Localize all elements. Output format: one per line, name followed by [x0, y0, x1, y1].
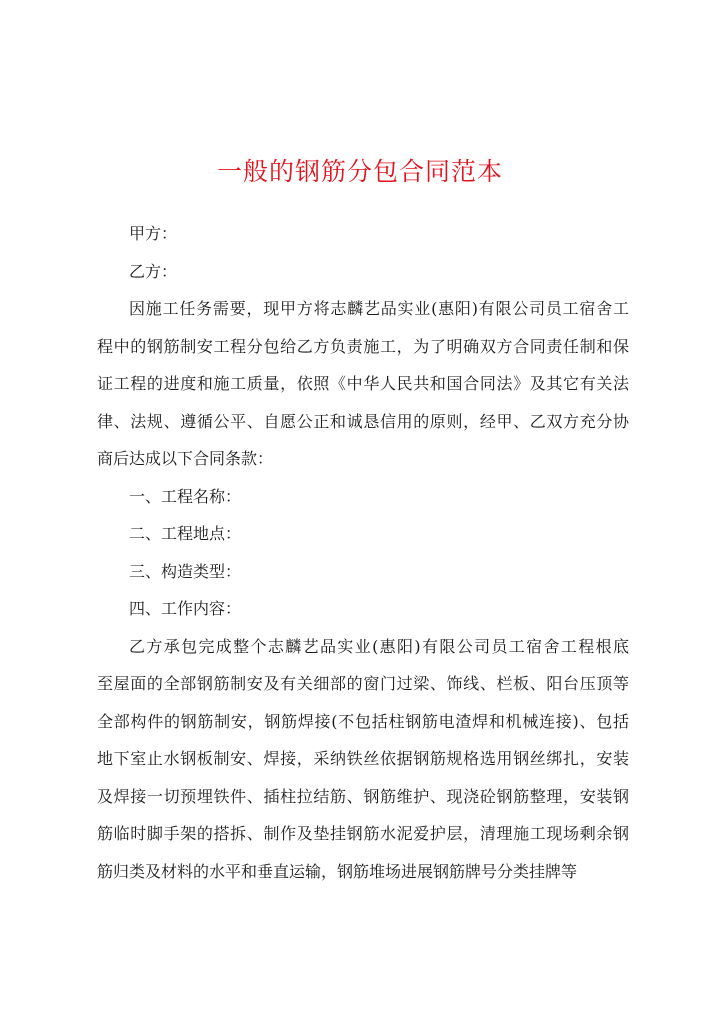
scope-line: 及焊接一切预埋铁件、插柱拉结筋、钢筋维护、现浇砼钢筋整理，安装钢	[97, 786, 629, 806]
clause-work-content: 四、工作内容：	[129, 599, 242, 618]
scope-line: 地下室止水钢板制安、焊接，采纳铁丝依据钢筋规格选用钢丝绑扎，安装	[97, 749, 629, 768]
scope-line: 全部构件的钢筋制安，钢筋焊接(不包括柱钢筋电渣焊和机械连接)、包括	[97, 711, 629, 731]
intro-line: 证工程的进度和施工质量，依照《中华人民共和国合同法》及其它有关法	[97, 374, 629, 393]
intro-paragraph	[97, 290, 629, 478]
clause-structure-type: 三、构造类型：	[129, 561, 242, 581]
intro-line: 程中的钢筋制安工程分包给乙方负责施工，为了明确双方合同责任制和保	[97, 336, 629, 356]
intro-line: 商后达成以下合同条款：	[97, 449, 274, 468]
scope-line: 筋临时脚手架的搭拆、制作及垫挂钢筋水泥爱护层，清理施工现场剩余钢	[97, 824, 629, 843]
party-a-line: 甲方：	[129, 224, 178, 243]
scope-line: 至屋面的全部钢筋制安及有关细部的窗门过梁、饰线、栏板、阳台压顶等	[97, 674, 629, 693]
scope-line: 乙方承包完成整个志麟艺品实业(惠阳)有限公司员工宿舍工程根底	[129, 636, 629, 656]
clause-project-name: 一、工程名称：	[129, 486, 242, 506]
intro-line: 律、法规、遵循公平、自愿公正和诚恳信用的原则，经甲、乙双方充分协	[97, 411, 629, 431]
party-b-line: 乙方：	[129, 261, 178, 281]
intro-line: 因施工任务需要，现甲方将志麟艺品实业(惠阳)有限公司员工宿舍工	[129, 299, 629, 318]
document-title: 一般的钢筋分包合同范本	[216, 157, 503, 186]
scope-paragraph	[97, 628, 629, 891]
clause-project-location: 二、工程地点：	[129, 524, 242, 543]
scope-line: 筋归类及材料的水平和垂直运输，钢筋堆场进展钢筋牌号分类挂牌等	[97, 861, 578, 881]
document-body	[97, 215, 629, 890]
